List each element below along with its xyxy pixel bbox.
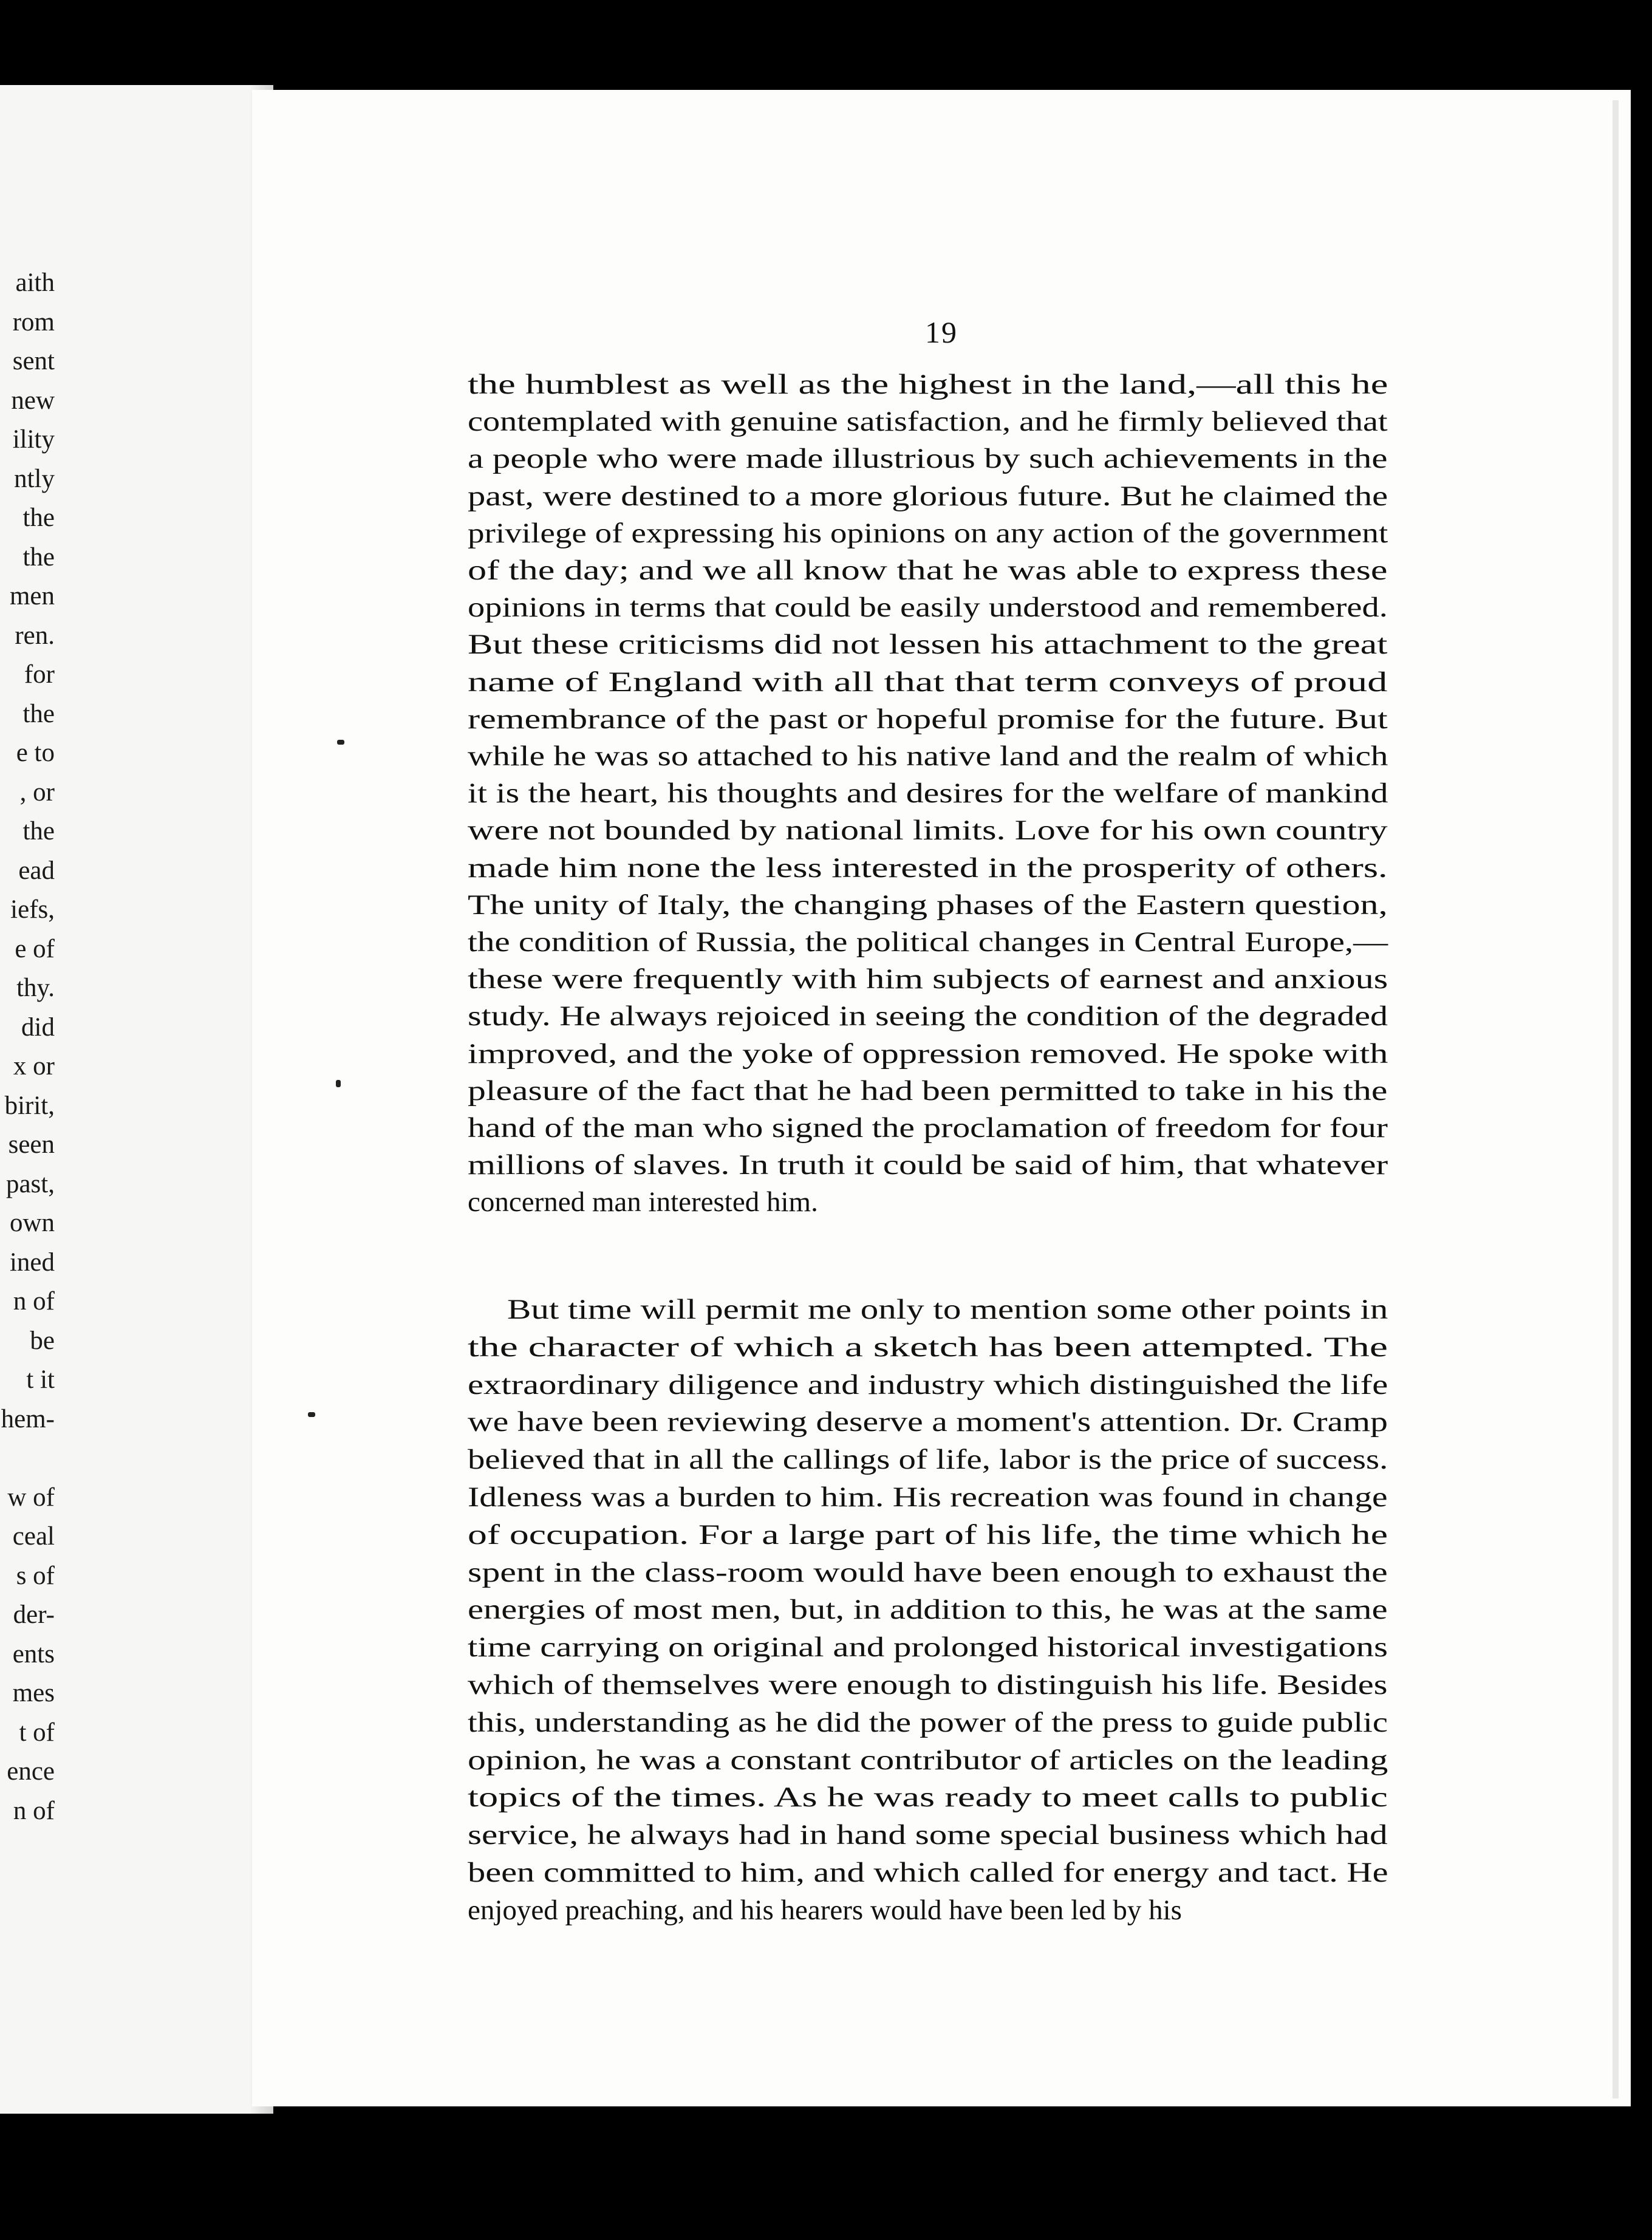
left-page-fragment: ead (18, 856, 55, 885)
text-line: pleasure of the fact that he had been permitted to take in his the (468, 1074, 1388, 1107)
text-line: past, were destined to a more glorious future. But he claimed the (468, 480, 1388, 512)
text-line: a people who were made illustrious by such achievements in the (468, 443, 1388, 475)
text-line: the humblest as well as the highest in the land,—all this he (468, 369, 1388, 400)
left-page-fragment: e to (16, 739, 55, 767)
left-page-fragment: did (21, 1012, 55, 1042)
text-line: been committed to him, and which called for energy and tact. He (468, 1857, 1388, 1888)
text-line: But time will permit me only to mention some other points in (507, 1294, 1388, 1325)
left-page-fragment: hem- (1, 1404, 55, 1433)
text-line: The unity of Italy, the changing phases of the Eastern question, (468, 889, 1388, 921)
left-page-fragment: ceal (12, 1522, 55, 1551)
left-page-fragment: ren. (15, 621, 55, 650)
text-line: opinions in terms that could be easily understood and remembered. (468, 592, 1388, 624)
left-page-fragment: seen (8, 1130, 55, 1159)
left-page-fragment: for (24, 660, 55, 689)
text-line: extraordinary diligence and industry which distinguished the life (468, 1368, 1388, 1401)
left-page-fragment: own (9, 1209, 55, 1237)
text-line: enjoyed preaching, and his hearers would have been led by his (468, 1894, 1182, 1926)
page-edge (1613, 100, 1619, 2098)
left-page-fragment: n of (13, 1796, 55, 1825)
text-line: energies of most men, but, in addition to this, he was at the same (468, 1594, 1388, 1626)
text-line: spent in the class-room would have been enough to exhaust the (468, 1556, 1388, 1588)
text-line: were not bounded by national limits. Love for his own country (468, 814, 1388, 847)
text-line: believed that in all the callings of life, labor is the price of success. (468, 1444, 1388, 1476)
left-page-fragment: aith (15, 268, 55, 297)
page-number: 19 (925, 315, 958, 349)
left-page-fragment: the (22, 504, 55, 532)
text-line: of the day; and we all know that he was able to express these (468, 555, 1388, 586)
text-line: opinion, he was a constant contributor of articles on the leading (468, 1744, 1388, 1776)
text-line: this, understanding as he did the power of the press to guide public (468, 1706, 1388, 1738)
margin-mark (308, 1412, 315, 1417)
left-page-fragment: ents (12, 1639, 55, 1668)
left-page-fragment: e of (15, 934, 55, 963)
left-page (0, 85, 273, 2114)
text-line: of occupation. For a large part of his life, the time which he (468, 1518, 1388, 1551)
text-line: Idleness was a burden to him. His recreation was found in change (468, 1481, 1388, 1513)
text-line: topics of the times. As he was ready to meet calls to public (468, 1781, 1388, 1814)
left-page-fragment: sent (12, 347, 55, 375)
left-page-fragment: the (22, 542, 55, 572)
left-page-fragment: mes (12, 1679, 55, 1707)
margin-mark (336, 1080, 341, 1087)
left-page-fragment: the (22, 699, 55, 728)
left-page-fragment: men (9, 582, 55, 610)
text-line: concerned man interested him. (468, 1186, 818, 1218)
left-page-fragment: birit, (4, 1091, 55, 1120)
left-page-fragment: ntly (14, 464, 55, 493)
text-line: millions of slaves. In truth it could be said of him, that whatever (468, 1149, 1388, 1181)
text-line: the condition of Russia, the political changes in Central Europe,— (468, 926, 1388, 958)
left-page-fragment: ility (12, 425, 55, 454)
left-page-fragment: t it (26, 1365, 55, 1394)
text-line: while he was so attached to his native land and the realm of which (468, 740, 1388, 772)
text-line: we have been reviewing deserve a moment's attention. Dr. Cramp (468, 1406, 1388, 1438)
text-line: hand of the man who signed the proclamation of freedom for four (468, 1112, 1388, 1144)
text-line: remembrance of the past or hopeful promise for the future. But (468, 703, 1388, 735)
text-line: But these criticisms did not lessen his attachment to the great (468, 629, 1388, 661)
left-page-fragment: iefs, (10, 895, 55, 924)
left-page-fragment: thy. (16, 974, 55, 1002)
left-page-fragment: past, (5, 1169, 55, 1198)
left-page-fragment: w of (7, 1483, 55, 1512)
text-line: which of themselves were enough to distinguish his life. Besides (468, 1669, 1388, 1701)
text-line: the character of which a sketch has been attempted. The (468, 1331, 1388, 1363)
right-page (252, 90, 1631, 2106)
text-line: name of England with all that that term conveys of proud (468, 666, 1388, 698)
text-line: it is the heart, his thoughts and desires for the welfare of mankind (468, 777, 1388, 810)
left-page-fragment: der- (13, 1600, 55, 1629)
left-page-fragment: rom (12, 307, 55, 336)
left-page-fragment: the (22, 817, 55, 845)
left-page-fragment: n of (13, 1287, 55, 1316)
left-page-fragment: x or (13, 1052, 55, 1081)
left-page-fragment: ined (9, 1248, 55, 1277)
text-line: privilege of expressing his opinions on any action of the government (468, 517, 1388, 549)
left-page-fragment: new (11, 386, 55, 415)
text-line: study. He always rejoiced in seeing the condition of the degraded (468, 1000, 1388, 1033)
text-line: contemplated with genuine satisfaction, and he firmly believed that (468, 406, 1388, 438)
left-page-fragment: s of (16, 1561, 55, 1590)
text-line: made him none the less interested in the prosperity of others. (468, 852, 1388, 884)
text-line: improved, and the yoke of oppression removed. He spoke with (468, 1037, 1388, 1070)
text-line: service, he always had in hand some special business which had (468, 1819, 1388, 1851)
text-line: time carrying on original and prolonged historical investigations (468, 1631, 1388, 1664)
left-page-fragment: ence (7, 1757, 55, 1786)
margin-mark (337, 740, 344, 745)
text-line: these were frequently with him subjects of earnest and anxious (468, 963, 1388, 995)
left-page-fragment: be (30, 1326, 55, 1355)
left-page-fragment: t of (19, 1718, 55, 1747)
left-page-fragment: , or (19, 777, 55, 807)
